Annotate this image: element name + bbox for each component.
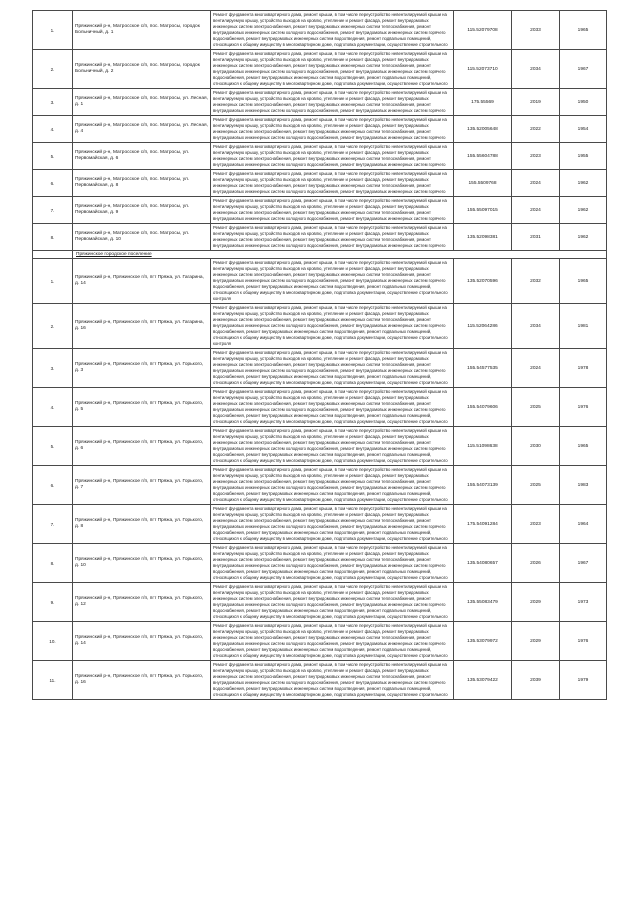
year-built: 1962 — [560, 170, 607, 197]
work-description — [211, 583, 454, 622]
work-description — [211, 89, 454, 116]
work-description-text: Ремонт фундамента многоквартирного дома, ремонт крыши, в том числе переустройство невентилируемой крыши на вентилируемую крышу, устройство выходов на кровлю, утепление и ремонт фасада, ремонт внутридомовых инженерных систем электроснабжения, ремонт внутридомовых инженерных систем теплоснабжения, ремонт внутридомовых инженерных систем холодного водоснабжения, ремонт внутридомовых инженерных систем горячего — [213, 171, 447, 194]
row-number: 9. — [33, 583, 73, 622]
row-number: 1. — [33, 259, 73, 304]
table-row — [33, 661, 607, 700]
work-description-text: Ремонт фундамента многоквартирного дома, ремонт крыши, в том числе переустройство невентилируемой крыши на вентилируемую крышу, устройство выходов на кровлю, утепление и ремонт фасада, ремонт внутридомовых инженерных систем электроснабжения, ремонт внутридомовых инженерных систем теплоснабжения, ремонт внутридомовых инженерных систем холодного водоснабжения, ремонт внутридомовых инженерных систем горячего водоснабжения, ремонт внутридомовых инженерных систем водоотведения, ремонт подвальных помещений, относящихся к общему имуществу в многоквартирном доме, подготовка документации, осуществление строительного — [213, 51, 448, 86]
row-number: 7. — [33, 505, 73, 544]
work-description-text: Ремонт фундамента многоквартирного дома, ремонт крыши, в том числе переустройство невентилируемой крыши на вентилируемую крышу, устройство выходов на кровлю, утепление и ремонт фасада, ремонт внутридомовых инженерных систем электроснабжения, ремонт внутридомовых инженерных систем теплоснабжения, ремонт внутридомовых инженерных систем холодного водоснабжения, ремонт внутридомовых инженерных систем горячего водоснабжения, ремонт внутридомовых инженерных систем водоотведения, ремонт подвальных помещений, относящихся к общему имуществу в многоквартирном доме, подготовка документации, осуществление строительного — [213, 350, 448, 385]
cost-amount: 135.52098381 — [454, 224, 512, 251]
planned-repair-year: 2034 — [512, 50, 560, 89]
work-description — [211, 544, 454, 583]
work-description-text: Ремонт фундамента многоквартирного дома, ремонт крыши, в том числе переустройство невентилируемой крыши на вентилируемую крышу, устройство выходов на кровлю, утепление и ремонт фасада, ремонт внутридомовых инженерных систем электроснабжения, ремонт внутридомовых инженерных систем теплоснабжения, ремонт внутридомовых инженерных систем холодного водоснабжения, ремонт внутридомовых инженерных систем горячего водоснабжения, ремонт внутридомовых инженерных систем водоотведения, ремонт подвальных помещений, относящихся к общему имуществу в многоквартирном доме, подготовка документации, осуществление строительного — [213, 467, 448, 502]
work-description — [211, 466, 454, 505]
year-built: 1983 — [560, 466, 607, 505]
house-address: Пряжинский р-н, Матросское с/п, пос. Матросы, городок Больничный, д. 2 — [73, 50, 211, 89]
table-row — [33, 622, 607, 661]
row-number: 6. — [33, 466, 73, 505]
work-description — [211, 143, 454, 170]
row-number: 11. — [33, 661, 73, 700]
year-built: 1973 — [560, 583, 607, 622]
planned-repair-year: 2024 — [512, 349, 560, 388]
planned-repair-year: 2024 — [512, 170, 560, 197]
table-row — [33, 466, 607, 505]
table-row — [33, 116, 607, 143]
year-built: 1979 — [560, 661, 607, 700]
work-description — [211, 304, 454, 349]
house-address: Пряжинский р-н, Пряжинское г/п, пгт Пряжа, ул. Гагарина, д. 14 — [73, 259, 211, 304]
work-description-text: Ремонт фундамента многоквартирного дома, ремонт крыши, в том числе переустройство невентилируемой крыши на вентилируемую крышу, устройство выходов на кровлю, утепление и ремонт фасада, ремонт внутридомовых инженерных систем электроснабжения, ремонт внутридомовых инженерных систем теплоснабжения, ремонт внутридомовых инженерных систем холодного водоснабжения, ремонт внутридомовых инженерных систем горячего водоснабжения, ремонт внутридомовых инженерных систем водоотведения, ремонт подвальных помещений, относящихся к общему имуществу в многоквартирном доме, подготовка документации, осуществление строительного — [213, 584, 448, 619]
planned-repair-year: 2032 — [512, 259, 560, 304]
year-built: 1965 — [560, 259, 607, 304]
house-address: Пряжинский р-н, Пряжинское г/п, пгт Пряжа, ул. Горького, д. 10 — [73, 544, 211, 583]
table-row — [33, 89, 607, 116]
planned-repair-year: 2033 — [512, 11, 560, 50]
row-number: 7. — [33, 197, 73, 224]
year-built: 1978 — [560, 349, 607, 388]
cost-amount: 115.51098638 — [454, 427, 512, 466]
planned-repair-year: 2034 — [512, 304, 560, 349]
table-row — [33, 224, 607, 251]
work-description — [211, 661, 454, 700]
row-number: 6. — [33, 170, 73, 197]
repair-schedule-sheet — [32, 10, 606, 700]
work-description — [211, 505, 454, 544]
planned-repair-year: 2024 — [512, 197, 560, 224]
year-built: 1976 — [560, 622, 607, 661]
planned-repair-year: 2019 — [512, 89, 560, 116]
year-built: 1967 — [560, 544, 607, 583]
year-built: 1964 — [560, 505, 607, 544]
table-body — [33, 11, 607, 700]
row-number: 2. — [33, 304, 73, 349]
planned-repair-year: 2025 — [512, 388, 560, 427]
year-built: 1950 — [560, 89, 607, 116]
house-address: Пряжинский р-н, Пряжинское г/п, пгт Пряжа, ул. Горького, д. 5 — [73, 388, 211, 427]
work-description — [211, 259, 454, 304]
section-title: Пряжинское городское поселение — [73, 251, 607, 259]
work-description — [211, 50, 454, 89]
row-number: 1. — [33, 11, 73, 50]
planned-repair-year: 2029 — [512, 622, 560, 661]
table-row — [33, 143, 607, 170]
work-description — [211, 427, 454, 466]
house-address: Пряжинский р-н, Матросское с/п, пос. Матросы, ул. Лесная, д. 1 — [73, 89, 211, 116]
cost-amount: 115.52079708 — [454, 11, 512, 50]
table-row — [33, 505, 607, 544]
cost-amount: 155.54577535 — [454, 349, 512, 388]
year-built: 1962 — [560, 224, 607, 251]
row-number: 3. — [33, 349, 73, 388]
work-description-text: Ремонт фундамента многоквартирного дома, ремонт крыши, в том числе переустройство невентилируемой крыши на вентилируемую крышу, устройство выходов на кровлю, утепление и ремонт фасада, ремонт внутридомовых инженерных систем электроснабжения, ремонт внутридомовых инженерных систем теплоснабжения, ремонт внутридомовых инженерных систем холодного водоснабжения, ремонт внутридомовых инженерных систем горячего — [213, 144, 447, 167]
work-description — [211, 622, 454, 661]
house-address: Пряжинский р-н, Пряжинское г/п, пгт Пряжа, ул. Гагарина, д. 16 — [73, 304, 211, 349]
planned-repair-year: 2030 — [512, 427, 560, 466]
house-address: Пряжинский р-н, Матросское с/п, пос. Матросы, ул. Первомайская, д. 6 — [73, 143, 211, 170]
row-number: 3. — [33, 89, 73, 116]
house-address: Пряжинский р-н, Пряжинское г/п, пгт Пряжа, ул. Горького, д. 8 — [73, 505, 211, 544]
row-number: 4. — [33, 116, 73, 143]
table-row — [33, 583, 607, 622]
row-number: 8. — [33, 224, 73, 251]
planned-repair-year: 2039 — [512, 661, 560, 700]
house-address: Пряжинский р-н, Матросское с/п, пос. Матросы, ул. Первомайская, д. 8 — [73, 170, 211, 197]
cost-amount: 155.55097015 — [454, 197, 512, 224]
year-built: 1962 — [560, 197, 607, 224]
work-description — [211, 170, 454, 197]
year-built: 1965 — [560, 427, 607, 466]
work-description-text: Ремонт фундамента многоквартирного дома, ремонт крыши, в том числе переустройство невентилируемой крыши на вентилируемую крышу, устройство выходов на кровлю, утепление и ремонт фасада, ремонт внутридомовых инженерных систем электроснабжения, ремонт внутридомовых инженерных систем теплоснабжения, ремонт внутридомовых инженерных систем холодного водоснабжения, ремонт внутридомовых инженерных систем горячего водоснабжения, ремонт внутридомовых инженерных систем водоотведения, ремонт подвальных помещений, относящихся к общему имуществу в многоквартирном доме, подготовка документации, осуществление строительного — [213, 12, 448, 47]
house-address: Пряжинский р-н, Пряжинское г/п, пгт Пряжа, ул. Горького, д. 14 — [73, 622, 211, 661]
work-description — [211, 388, 454, 427]
house-address: Пряжинский р-н, Матросское с/п, пос. Матросы, ул. Лесная, д. 4 — [73, 116, 211, 143]
repair-schedule-table — [32, 10, 607, 700]
cost-amount: 115.52073710 — [454, 50, 512, 89]
work-description-text: Ремонт фундамента многоквартирного дома, ремонт крыши, в том числе переустройство невентилируемой крыши на вентилируемую крышу, устройство выходов на кровлю, утепление и ремонт фасада, ремонт внутридомовых инженерных систем электроснабжения, ремонт внутридомовых инженерных систем теплоснабжения, ремонт внутридомовых инженерных систем холодного водоснабжения, ремонт внутридомовых инженерных систем горячего водоснабжения, ремонт внутридомовых инженерных систем водоотведения, ремонт подвальных помещений, относящихся к общему имуществу в многоквартирном доме, подготовка документации, осуществление строительного — [213, 428, 448, 463]
house-address: Пряжинский р-н, Пряжинское г/п, пгт Пряжа, ул. Горького, д. 7 — [73, 466, 211, 505]
house-address: Пряжинский р-н, Пряжинское г/п, пгт Пряжа, ул. Горького, д. 3 — [73, 349, 211, 388]
work-description-text: Ремонт фундамента многоквартирного дома, ремонт крыши, в том числе переустройство невентилируемой крыши на вентилируемую крышу, устройство выходов на кровлю, утепление и ремонт фасада, ремонт внутридомовых инженерных систем электроснабжения, ремонт внутридомовых инженерных систем теплоснабжения, ремонт внутридомовых инженерных систем холодного водоснабжения, ремонт внутридомовых инженерных систем горячего водоснабжения, ремонт внутридомовых инженерных систем водоотведения, ремонт подвальных помещений, относящихся к общему имуществу в многоквартирном доме, подготовка документации, осуществление строительного — [213, 506, 448, 541]
table-row — [33, 544, 607, 583]
year-built: 1954 — [560, 116, 607, 143]
year-built: 1965 — [560, 11, 607, 50]
work-description-text: Ремонт фундамента многоквартирного дома, ремонт крыши, в том числе переустройство невентилируемой крыши на вентилируемую крышу, устройство выходов на кровлю, утепление и ремонт фасада, ремонт внутридомовых инженерных систем электроснабжения, ремонт внутридомовых инженерных систем теплоснабжения, ремонт внутридомовых инженерных систем холодного водоснабжения, ремонт внутридомовых инженерных систем горячего водоснабжения, ремонт внутридомовых инженерных систем водоотведения, ремонт подвальных помещений, относящихся к общему имуществу в многоквартирном доме, подготовка документации, осуществление строительного — [213, 623, 448, 658]
year-built: 1976 — [560, 388, 607, 427]
table-row — [33, 50, 607, 89]
work-description-text: Ремонт фундамента многоквартирного дома, ремонт крыши, в том числе переустройство невентилируемой крыши на вентилируемую крышу, устройство выходов на кровлю, утепление и ремонт фасада, ремонт внутридомовых инженерных систем электроснабжения, ремонт внутридомовых инженерных систем теплоснабжения, ремонт внутридомовых инженерных систем холодного водоснабжения, ремонт внутридомовых инженерных систем горячего водоснабжения, ремонт внутридомовых инженерных систем водоотведения, ремонт подвальных помещений, относящихся к общему имуществу в многоквартирном доме, подготовка документации, осуществление строительного контроля — [213, 305, 448, 346]
row-number: 10. — [33, 622, 73, 661]
planned-repair-year: 2023 — [512, 143, 560, 170]
work-description-text: Ремонт фундамента многоквартирного дома, ремонт крыши, в том числе переустройство невентилируемой крыши на вентилируемую крышу, устройство выходов на кровлю, утепление и ремонт фасада, ремонт внутридомовых инженерных систем электроснабжения, ремонт внутридомовых инженерных систем теплоснабжения, ремонт внутридомовых инженерных систем холодного водоснабжения, ремонт внутридомовых инженерных систем горячего водоснабжения, ремонт внутридомовых инженерных систем водоотведения, ремонт подвальных помещений, относящихся к общему имуществу в многоквартирном доме, подготовка документации, осуществление строительного — [213, 389, 448, 424]
row-number: 8. — [33, 544, 73, 583]
cost-amount: 155.5509768 — [454, 170, 512, 197]
table-row — [33, 427, 607, 466]
cost-amount: 115.52064286 — [454, 304, 512, 349]
work-description-text: Ремонт фундамента многоквартирного дома, ремонт крыши, в том числе переустройство невентилируемой крыши на вентилируемую крышу, устройство выходов на кровлю, утепление и ремонт фасада, ремонт внутридомовых инженерных систем электроснабжения, ремонт внутридомовых инженерных систем теплоснабжения, ремонт внутридомовых инженерных систем холодного водоснабжения, ремонт внутридомовых инженерных систем горячего — [213, 198, 447, 221]
house-address: Пряжинский р-н, Матросское с/п, пос. Матросы, ул. Первомайская, д. 10 — [73, 224, 211, 251]
work-description — [211, 197, 454, 224]
work-description-text: Ремонт фундамента многоквартирного дома, ремонт крыши, в том числе переустройство невентилируемой крыши на вентилируемую крышу, устройство выходов на кровлю, утепление и ремонт фасада, ремонт внутридомовых инженерных систем электроснабжения, ремонт внутридомовых инженерных систем теплоснабжения, ремонт внутридомовых инженерных систем холодного водоснабжения, ремонт внутридомовых инженерных систем горячего — [213, 225, 447, 248]
work-description-text: Ремонт фундамента многоквартирного дома, ремонт крыши, в том числе переустройство невентилируемой крыши на вентилируемую крышу, устройство выходов на кровлю, утепление и ремонт фасада, ремонт внутридомовых инженерных систем электроснабжения, ремонт внутридомовых инженерных систем теплоснабжения, ремонт внутридомовых инженерных систем холодного водоснабжения, ремонт внутридомовых инженерных систем горячего водоснабжения, ремонт внутридомовых инженерных систем водоотведения, ремонт подвальных помещений, относящихся к общему имуществу в многоквартирном доме, подготовка документации, осуществление строительного — [213, 545, 448, 580]
house-address: Пряжинский р-н, Пряжинское г/п, пгт Пряжа, ул. Горького, д. 6 — [73, 427, 211, 466]
table-row — [33, 349, 607, 388]
work-description-text: Ремонт фундамента многоквартирного дома, ремонт крыши, в том числе переустройство невентилируемой крыши на вентилируемую крышу, устройство выходов на кровлю, утепление и ремонт фасада, ремонт внутридомовых инженерных систем электроснабжения, ремонт внутридомовых инженерных систем теплоснабжения, ремонт внутридомовых инженерных систем холодного водоснабжения, ремонт внутридомовых инженерных систем горячего — [213, 117, 447, 140]
cost-amount: 175.55569 — [454, 89, 512, 116]
table-row — [33, 11, 607, 50]
year-built: 1955 — [560, 143, 607, 170]
row-number: 5. — [33, 143, 73, 170]
work-description — [211, 349, 454, 388]
cost-amount: 135.54080657 — [454, 544, 512, 583]
work-description-text: Ремонт фундамента многоквартирного дома, ремонт крыши, в том числе переустройство невентилируемой крыши на вентилируемую крышу, устройство выходов на кровлю, утепление и ремонт фасада, ремонт внутридомовых инженерных систем электроснабжения, ремонт внутридомовых инженерных систем теплоснабжения, ремонт внутридомовых инженерных систем холодного водоснабжения, ремонт внутридомовых инженерных систем горячего водоснабжения, ремонт внутридомовых инженерных систем водоотведения, ремонт подвальных помещений, относящихся к общему имуществу в многоквартирном доме, подготовка документации, осуществление строительного контроля — [213, 260, 448, 301]
cost-amount: 135.52070596 — [454, 259, 512, 304]
planned-repair-year: 2029 — [512, 583, 560, 622]
house-address: Пряжинский р-н, Матросское с/п, пос. Матросы, ул. Первомайская, д. 9 — [73, 197, 211, 224]
year-built: 1967 — [560, 50, 607, 89]
table-row — [33, 304, 607, 349]
row-number: 5. — [33, 427, 73, 466]
planned-repair-year: 2025 — [512, 466, 560, 505]
house-address: Пряжинский р-н, Пряжинское г/п, пгт Пряжа, ул. Горького, д. 16 — [73, 661, 211, 700]
year-built: 1981 — [560, 304, 607, 349]
row-number: 2. — [33, 50, 73, 89]
work-description — [211, 224, 454, 251]
planned-repair-year: 2023 — [512, 505, 560, 544]
work-description-text: Ремонт фундамента многоквартирного дома, ремонт крыши, в том числе переустройство невентилируемой крыши на вентилируемую крышу, устройство выходов на кровлю, утепление и ремонт фасада, ремонт внутридомовых инженерных систем электроснабжения, ремонт внутридомовых инженерных систем теплоснабжения, ремонт внутридомовых инженерных систем холодного водоснабжения, ремонт внутридомовых инженерных систем горячего — [213, 90, 447, 113]
cost-amount: 135.53079422 — [454, 661, 512, 700]
cost-amount: 135.55083479 — [454, 583, 512, 622]
work-description — [211, 116, 454, 143]
table-row — [33, 388, 607, 427]
cost-amount: 155.54073139 — [454, 466, 512, 505]
planned-repair-year: 2022 — [512, 116, 560, 143]
house-address: Пряжинский р-н, Пряжинское г/п, пгт Пряжа, ул. Горького, д. 12 — [73, 583, 211, 622]
work-description-text: Ремонт фундамента многоквартирного дома, ремонт крыши, в том числе переустройство невентилируемой крыши на вентилируемую крышу, устройство выходов на кровлю, утепление и ремонт фасада, ремонт внутридомовых инженерных систем электроснабжения, ремонт внутридомовых инженерных систем теплоснабжения, ремонт внутридомовых инженерных систем холодного водоснабжения, ремонт внутридомовых инженерных систем горячего водоснабжения, ремонт внутридомовых инженерных систем водоотведения, ремонт подвальных помещений, относящихся к общему имуществу в многоквартирном доме, подготовка документации, осуществление строительного — [213, 662, 448, 697]
section-header-row — [33, 251, 607, 259]
house-address: Пряжинский р-н, Матросское с/п, пос. Матросы, городок Больничный, д. 1 — [73, 11, 211, 50]
cost-amount: 155.55604788 — [454, 143, 512, 170]
cost-amount: 175.54091284 — [454, 505, 512, 544]
row-number: 4. — [33, 388, 73, 427]
cost-amount: 135.52005648 — [454, 116, 512, 143]
table-row — [33, 170, 607, 197]
planned-repair-year: 2026 — [512, 544, 560, 583]
table-row — [33, 197, 607, 224]
table-row — [33, 259, 607, 304]
work-description — [211, 11, 454, 50]
planned-repair-year: 2031 — [512, 224, 560, 251]
section-number-cell — [33, 251, 73, 259]
cost-amount: 155.54079606 — [454, 388, 512, 427]
cost-amount: 135.53079972 — [454, 622, 512, 661]
